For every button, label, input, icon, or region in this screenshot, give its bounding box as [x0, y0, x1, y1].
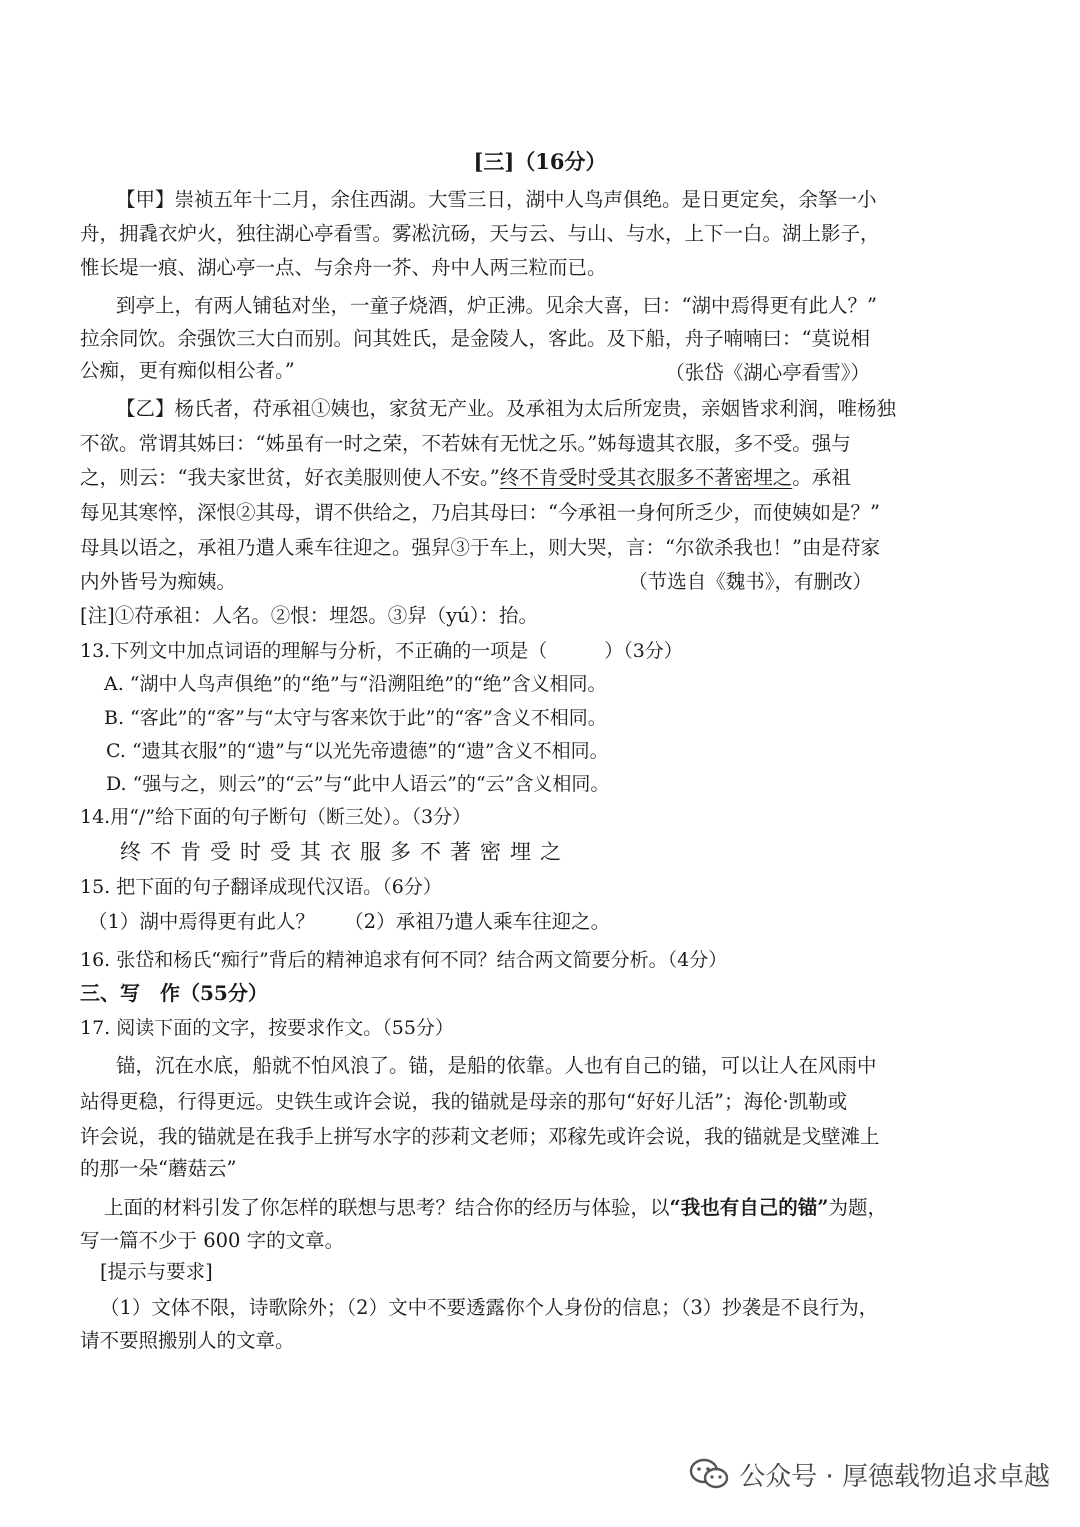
question-13-option-d: D. “强与之，则云”的“云”与“此中人语云”的“云”含义相同。	[106, 773, 610, 795]
passage-yi-line: 【乙】杨氏者，苻承祖①姨也，家贫无产业。及承祖为太后所宠贵，亲姻皆求利润，唯杨独	[116, 397, 897, 420]
writing-heading: 三、写 作（55分）	[80, 981, 268, 1005]
passage-yi-text: 。承祖	[792, 466, 851, 489]
passage-yi-source: （节选自《魏书》，有删改）	[628, 570, 872, 593]
writing-prompt-line-2: 写一篇不少于 600 字的文章。	[80, 1229, 345, 1252]
question-13-stem: 13.下列文中加点词语的理解与分析，不正确的一项是（ ）（3分）	[80, 640, 683, 662]
passage-yi-text: 之，则云：“我夫家世贫，好衣美服则使人不安。”	[80, 466, 500, 489]
question-15-items: （1）湖中焉得更有此人？ （2）承祖乃遣人乘车往迎之。	[88, 910, 611, 933]
wechat-icon	[689, 1457, 729, 1491]
passage-yi-line: 内外皆号为痴姨。	[80, 570, 237, 593]
writing-material-line: 锚，沉在水底，船就不怕风浪了。锚，是船的依靠。人也有自己的锚，可以让人在风雨中	[116, 1054, 877, 1077]
passage-jia-line: 【甲】崇祯五年十二月，余住西湖。大雪三日，湖中人鸟声俱绝。是日更定矣，余拏一小	[116, 188, 877, 211]
question-16-stem: 16. 张岱和杨氏“痴行”背后的精神追求有何不同？结合两文简要分析。（4分）	[80, 949, 728, 971]
passage-yi-line: 每见其寒悴，深恨②其母，谓不供给之，乃启其母曰：“今承祖一身何所乏少，而使姨如是？”	[80, 501, 880, 524]
writing-material-line: 站得更稳，行得更远。史铁生或许会说，我的锚就是母亲的那句“好好儿活”；海伦·凯勒或	[80, 1090, 848, 1113]
watermark	[689, 1454, 1050, 1494]
question-14-stem: 14.用“/”给下面的句子断句（断三处）。（3分）	[80, 806, 472, 828]
writing-prompt-text: 上面的材料引发了你怎样的联想与思考？结合你的经历与体验，以	[104, 1196, 670, 1219]
passage-jia-line: 惟长堤一痕、湖心亭一点、与余舟一芥、舟中人两三粒而已。	[80, 256, 607, 279]
passage-jia-line: 公痴，更有痴似相公者。”	[80, 359, 295, 382]
question-14-sentence: 终不肯受时受其衣服多不著密埋之	[120, 840, 570, 864]
passage-yi-line: 母具以语之，承祖乃遣人乘车往迎之。强舁③于车上，则大哭，言：“尔欲杀我也！”由是苻家	[80, 536, 880, 559]
passage-jia-source: （张岱《湖心亭看雪》）	[665, 361, 870, 384]
passage-jia-line: 舟，拥毳衣炉火，独往湖心亭看雪。雾凇沆砀，天与云、与山、与水，上下一白。湖上影子，	[80, 222, 880, 245]
question-17-stem: 17. 阅读下面的文字，按要求作文。（55分）	[80, 1017, 454, 1039]
question-13-option-a: A. “湖中人鸟声俱绝”的“绝”与“沿溯阻绝”的“绝”含义相同。	[104, 673, 607, 695]
question-13-option-b: B. “客此”的“客”与“太守与客来饮于此”的“客”含义不相同。	[104, 707, 607, 729]
writing-material-line: 的那一朵“蘑菇云”	[80, 1157, 237, 1180]
writing-material-line: 许会说，我的锚就是在我手上拼写水字的莎莉文老师；邓稼先或许会说，我的锚就是戈壁滩上	[80, 1125, 880, 1148]
section-heading: [三]（16分）	[473, 149, 607, 174]
tips-line: 请不要照搬别人的文章。	[80, 1329, 295, 1352]
passage-jia-line: 到亭上，有两人铺毡对坐，一童子烧酒，炉正沸。见余大喜，曰：“湖中焉得更有此人？”	[116, 294, 877, 317]
notes: [注]①苻承祖：人名。②恨：埋怨。③舁（yú）：抬。	[80, 604, 539, 627]
tips-heading: [提示与要求]	[100, 1260, 213, 1283]
writing-prompt	[104, 1192, 887, 1224]
writing-prompt-text: 为题，	[828, 1196, 887, 1219]
passage-jia-line: 拉余同饮。余强饮三大白而别。问其姓氏，是金陵人，客此。及下船，舟子喃喃曰：“莫说相	[80, 327, 870, 350]
question-15-stem: 15. 把下面的句子翻译成现代汉语。（6分）	[80, 876, 442, 898]
watermark-text: 公众号 · 厚德载物追求卓越	[739, 1461, 1050, 1492]
passage-yi-line: 不欲。常谓其姊曰：“姊虽有一时之荣，不若妹有无忧之乐。”姊每遗其衣服，多不受。强与	[80, 432, 851, 455]
tips-line: （1）文体不限，诗歌除外；（2）文中不要透露你个人身份的信息；（3）抄袭是不良行为，	[100, 1296, 879, 1319]
underlined-sentence: 终不肯受时受其衣服多不著密埋之	[499, 466, 793, 489]
passage-yi-line-3	[80, 462, 851, 494]
question-13-option-c: C. “遗其衣服”的“遗”与“以光先帝遗德”的“遗”含义不相同。	[106, 740, 609, 762]
essay-title: “我也有自己的锚”	[669, 1196, 829, 1219]
